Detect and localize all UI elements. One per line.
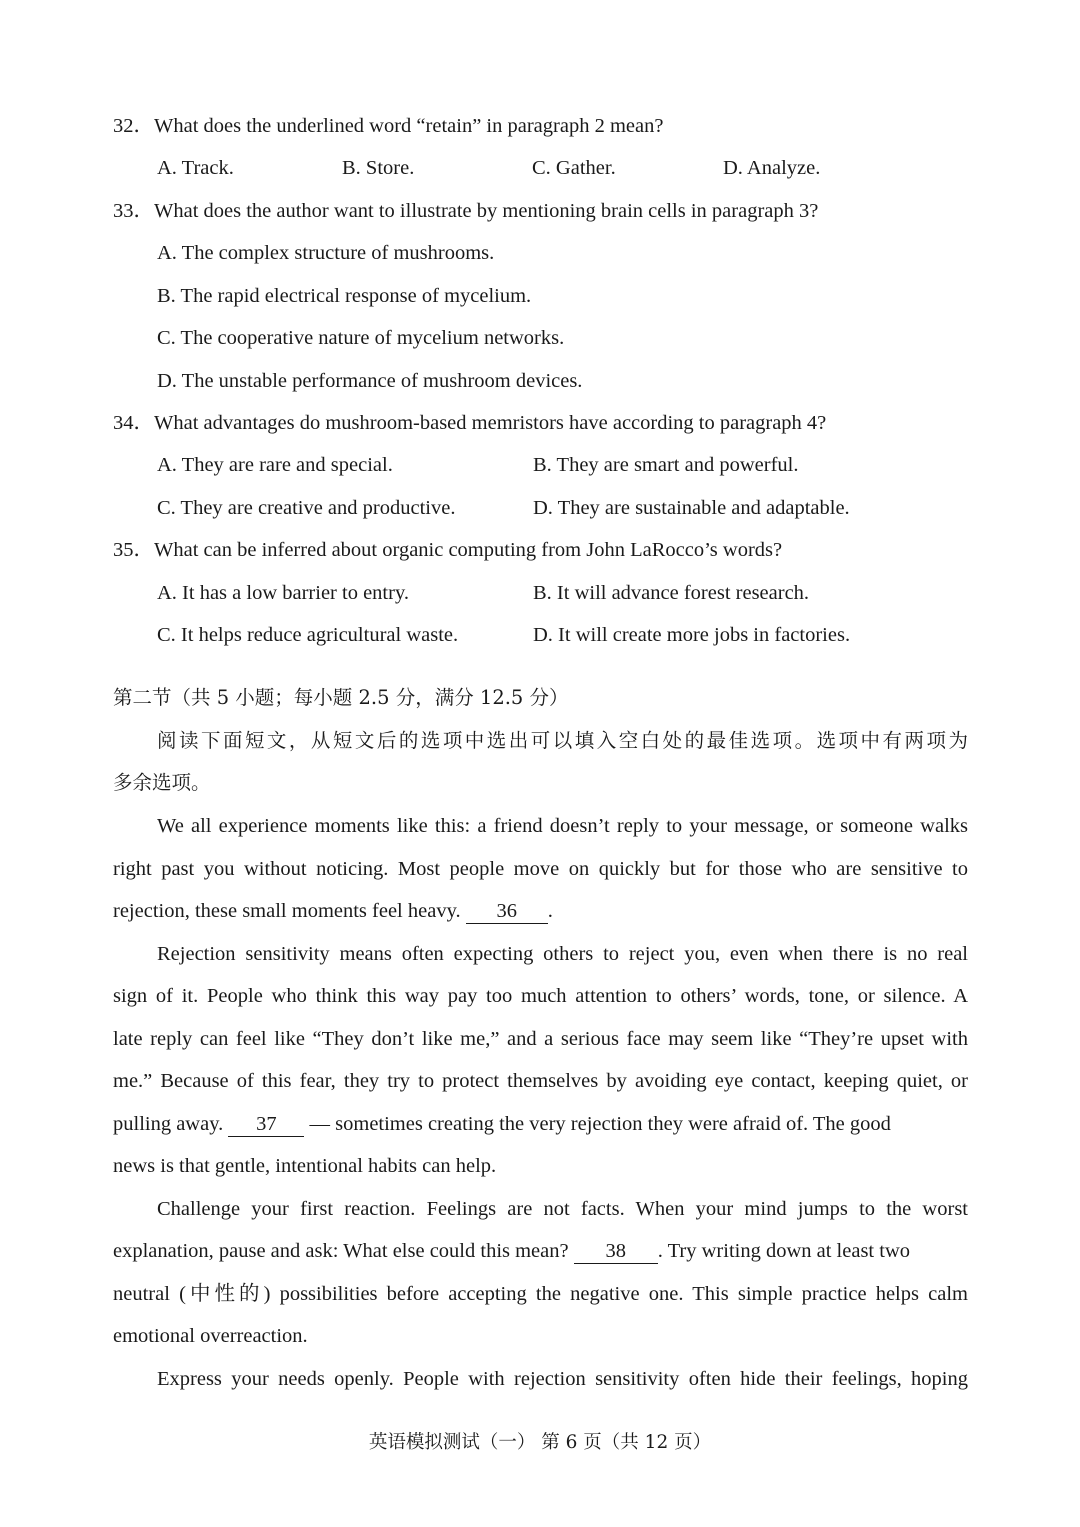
question-32-option-c: C. Gather. <box>532 157 616 179</box>
passage-p2-line-3: late reply can feel like “They don’t like me,” and a serious face may seem like “They’re upset with <box>113 1028 968 1050</box>
passage-p1-line-2: right past you without noticing. Most people move on quickly but for those who are sensitive to <box>113 858 968 880</box>
question-35-option-c: C. It helps reduce agricultural waste. <box>157 624 459 646</box>
passage-p1-line-3-end: . <box>547 900 553 922</box>
passage-p3-line-2 <box>113 1241 910 1264</box>
passage-p3-line-4: emotional overreaction. <box>113 1325 308 1347</box>
blank-37: 37 <box>228 1114 304 1137</box>
question-33-option-a: A. The complex structure of mushrooms. <box>157 242 495 264</box>
question-32-option-a: A. Track. <box>157 157 234 179</box>
question-33-option-c: C. The cooperative nature of mycelium networks. <box>157 327 565 349</box>
question-33-option-d: D. The unstable performance of mushroom devices. <box>157 370 583 392</box>
question-34-option-a: A. They are rare and special. <box>157 454 393 476</box>
passage-p3-line-2-end: . Try writing down at least two <box>657 1240 911 1262</box>
question-35-option-a: A. It has a low barrier to entry. <box>157 582 409 604</box>
question-35-option-b: B. It will advance forest research. <box>533 582 810 604</box>
passage-p1-line-1: We all experience moments like this: a friend doesn’t reply to your message, or someone walks <box>157 815 968 837</box>
question-32-stem: 32．What does the underlined word “retain” in paragraph 2 mean? <box>113 115 664 137</box>
question-34-stem: 34．What advantages do mushroom-based memristors have according to paragraph 4? <box>113 412 827 434</box>
blank-38: 38 <box>574 1241 658 1264</box>
passage-p3-line-2-text: explanation, pause and ask: What else could this mean? <box>113 1240 574 1262</box>
section-title: 第二节（共 5 小题；每小题 2.5 分，满分 12.5 分） <box>113 686 569 709</box>
passage-p2-line-4: me.” Because of this fear, they try to protect themselves by avoiding eye contact, keeping quiet, or <box>113 1070 968 1092</box>
passage-p2-line-5-end: — sometimes creating the very rejection they were afraid of. The good <box>304 1113 891 1135</box>
passage-p4-line-1: Express your needs openly. People with rejection sensitivity often hide their feelings, hoping <box>157 1368 968 1390</box>
question-34-option-d: D. They are sustainable and adaptable. <box>533 497 850 519</box>
passage-p3-line-1: Challenge your first reaction. Feelings are not facts. When your mind jumps to the worst <box>157 1198 968 1220</box>
passage-p2-line-5-text: pulling away. <box>113 1113 229 1135</box>
question-32-option-d: D. Analyze. <box>723 157 821 179</box>
section-instructions-line-1: 阅读下面短文，从短文后的选项中选出可以填入空白处的最佳选项。选项中有两项为 <box>157 729 968 752</box>
passage-p1-line-3 <box>113 901 553 924</box>
section-instructions-line-2: 多余选项。 <box>113 771 211 794</box>
passage-p2-line-5 <box>113 1114 891 1137</box>
passage-p2-line-6: news is that gentle, intentional habits can help. <box>113 1155 497 1177</box>
passage-p2-line-1: Rejection sensitivity means often expecting others to reject you, even when there is no real <box>157 943 968 965</box>
passage-p3-line-3: neutral (中性的) possibilities before accepting the negative one. This simple practice helps calm <box>113 1283 968 1305</box>
question-35-option-d: D. It will create more jobs in factories. <box>533 624 851 646</box>
question-35-stem: 35．What can be inferred about organic computing from John LaRocco’s words? <box>113 539 783 561</box>
page-footer: 英语模拟测试（一） 第 6 页（共 12 页） <box>368 1432 712 1453</box>
passage-p2-line-2: sign of it. People who think this way pay too much attention to others’ words, tone, or silence. A <box>113 985 968 1007</box>
question-34-option-c: C. They are creative and productive. <box>157 497 456 519</box>
question-32-option-b: B. Store. <box>342 157 415 179</box>
blank-36: 36 <box>466 901 548 924</box>
question-33-stem: 33．What does the author want to illustrate by mentioning brain cells in paragraph 3? <box>113 200 819 222</box>
passage-p1-line-3-text: rejection, these small moments feel heavy. <box>113 900 466 922</box>
question-34-option-b: B. They are smart and powerful. <box>533 454 799 476</box>
question-33-option-b: B. The rapid electrical response of mycelium. <box>157 285 532 307</box>
